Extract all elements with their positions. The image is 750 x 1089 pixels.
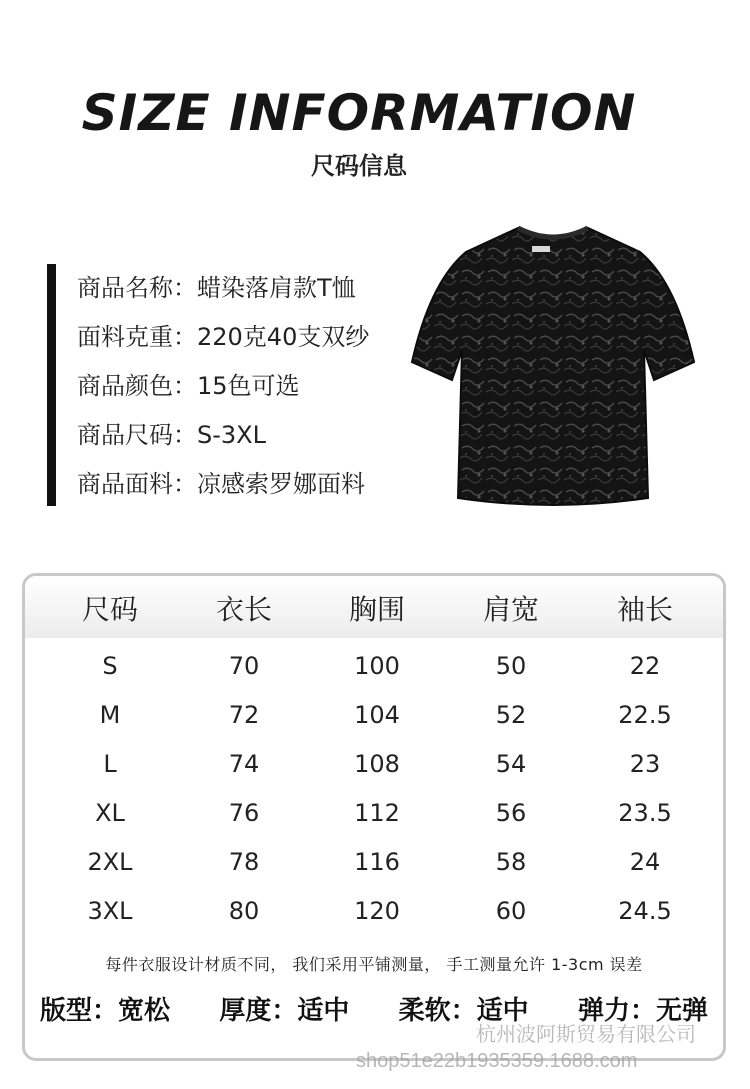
watermark-company: 杭州波阿斯贸易有限公司	[476, 1024, 696, 1046]
table-cell: 24.5	[618, 897, 672, 925]
info-label: 商品尺码：	[77, 421, 197, 449]
table-cell: 23.5	[618, 799, 672, 827]
info-value: S-3XL	[197, 421, 266, 449]
tshirt-image	[408, 222, 698, 510]
info-label: 面料克重：	[77, 323, 197, 351]
table-cell: 104	[354, 701, 400, 729]
table-cell: 76	[228, 799, 260, 827]
measurement-note: 每件衣服设计材质不同， 我们采用平铺测量， 手工测量允许 1-3cm 误差	[105, 955, 643, 974]
info-row-fabric	[77, 466, 369, 515]
table-cell: 3XL	[87, 897, 133, 925]
table-row	[25, 789, 723, 838]
table-cell: 70	[228, 652, 260, 680]
size-table-header	[25, 576, 723, 638]
attr-fit: 版型：宽松	[40, 996, 171, 1026]
info-row-weight	[77, 319, 369, 368]
table-cell: 22	[629, 652, 661, 680]
table-cell: L	[103, 750, 117, 778]
info-label: 商品颜色：	[77, 372, 197, 400]
table-cell: 24	[629, 848, 661, 876]
table-row	[25, 691, 723, 740]
table-cell: M	[99, 701, 121, 729]
info-value: 蜡染落肩款T恤	[197, 274, 356, 302]
info-row-color	[77, 368, 369, 417]
info-value: 220克40支双纱	[197, 323, 370, 351]
header-cell-length: 衣长	[215, 593, 272, 626]
page-subtitle: 尺码信息	[311, 152, 407, 180]
watermark-shop-url: shop51e22b1935359.1688.com	[356, 1050, 638, 1072]
attr-thickness: 厚度：适中	[219, 996, 350, 1026]
header-cell-shoulder: 肩宽	[482, 593, 539, 626]
table-cell: 22.5	[618, 701, 672, 729]
table-cell: 100	[354, 652, 400, 680]
table-cell: 78	[228, 848, 260, 876]
table-cell: 52	[495, 701, 527, 729]
table-row	[25, 740, 723, 789]
table-cell: XL	[95, 799, 125, 827]
table-cell: 108	[354, 750, 400, 778]
table-cell: 72	[228, 701, 260, 729]
table-cell: 50	[495, 652, 527, 680]
info-accent-bar	[47, 264, 56, 506]
table-cell: 120	[354, 897, 400, 925]
table-cell: 80	[228, 897, 260, 925]
table-cell: 116	[354, 848, 400, 876]
table-row	[25, 838, 723, 887]
attr-elasticity: 弹力：无弹	[577, 996, 708, 1026]
attr-softness: 柔软：适中	[398, 996, 529, 1026]
table-cell: 2XL	[87, 848, 133, 876]
table-cell: 60	[495, 897, 527, 925]
page-title: SIZE INFORMATION	[81, 84, 637, 142]
table-cell: 112	[354, 799, 400, 827]
table-cell: 56	[495, 799, 527, 827]
info-row-name	[77, 270, 369, 319]
header-cell-sleeve: 袖长	[616, 593, 673, 626]
table-cell: 74	[228, 750, 260, 778]
info-value: 15色可选	[197, 372, 300, 400]
product-info-list	[77, 270, 369, 515]
table-cell: 23	[629, 750, 661, 778]
info-row-size	[77, 417, 369, 466]
table-cell: 54	[495, 750, 527, 778]
info-label: 商品名称：	[77, 274, 197, 302]
table-row	[25, 887, 723, 936]
header-cell-size: 尺码	[81, 593, 138, 626]
table-cell: S	[102, 652, 118, 680]
info-label: 商品面料：	[77, 470, 197, 498]
info-value: 凉感索罗娜面料	[197, 470, 365, 498]
header-cell-chest: 胸围	[348, 593, 405, 626]
table-row	[25, 642, 723, 691]
table-cell: 58	[495, 848, 527, 876]
size-table	[22, 573, 726, 1061]
